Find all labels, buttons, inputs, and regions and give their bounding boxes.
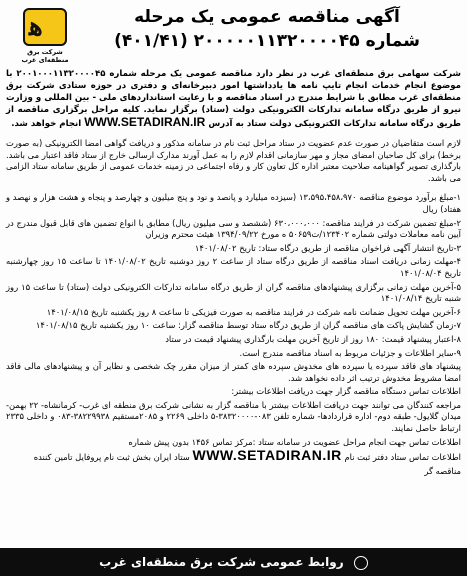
notice-header: [0, 0, 467, 66]
item-3: ۳-تاریخ انتشار آگهی فراخوان مناقصه از طریق درگاه ستاد: تاریخ ۱۴۰۱/۰۸/۰۲: [194, 242, 461, 253]
item-6: ۶-آخرین مهلت تحویل ضمانت نامه شرکت در فرایند مناقصه به صورت فیزیکی تا ساعت ۸ روز یکشنبه تاریخ ۱۴۰۱/۰۸/۱۵: [46, 306, 461, 317]
setad-link[interactable]: WWW.SETADIRAN.IR: [84, 115, 206, 129]
logo-caption: شرکت برق منطقه‌ای غرب: [21, 48, 69, 64]
intro-end: انجام خواهد شد.: [11, 119, 82, 129]
item-5: ۵-آخرین مهلت زمانی برگزاری پیشنهادهای مناقصه گران از طریق درگاه سامانه تدارکات الکترونیکی دولت (ستاد) تا ساعت ۱۵ روز شنبه تاریخ ۱۴۰۱/۰۸/۱۴: [6, 281, 461, 304]
footer-text: روابط عمومی شرکت برق منطقه‌ای غرب: [99, 555, 344, 569]
registration-paragraph: لازم است متقاضیان در صورت عدم عضویت در ستاد مراحل ثبت نام در سامانه مذکور و دریافت گواهی امضا الکترونیکی (به صورت برخط) برای کل صاحبان امضای مجاز و مهر سازمانی اقدام لازم را به عمل آورند مدارک ارسالی خارج از ستاد فاقد اعتبار می باشد. بارگذاری تصویر گواهینامه صلاحیت معتبر اداره کل تعاون کار و رفاه اجتماعی در زمینه خدمات عمومی از طریق سامانه ستاد الزامی می باشد.: [6, 138, 461, 183]
item-7: ۷-زمان گشایش پاکت های مناقصه گران از طریق درگاه ستاد توسط مناقصه گزار: ساعت ۱۰ روز یکشنبه تاریخ ۱۴۰۱/۰۸/۱۵: [35, 320, 461, 331]
item-4: ۴-مهلت زمانی دریافت اسناد مناقصه از طریق درگاه ستاد از ساعت ۲ روز دوشنبه تاریخ ۱۴۰۱/۰۸/۰۲ تا ساعت ۱۵ روز چهارشنبه تاریخ ۱۴۰۱/۰۸/۰۴: [6, 256, 461, 278]
notice-body: [6, 68, 461, 479]
contact-paragraph: مراجعه کنندگان می توانند جهت دریافت اطلاعات بیشتر با مناقصه گزار به نشانی شرکت برق منطقه ای غرب- کرمانشاه- ۲۲ بهمن- میدان گلایول- طبقه دوم- اداره قراردادها- شماره تلفن ۰۸۳-۳۸۳۲۰۰۰۰-۵ داخلی ۲۲۶۹ و ۲۰۸۵مستقیم ۳۸۲۲۹۹۳۸-۰۸۳ و داخلی ۲۳۳۵ ارتباط حاصل نمایند.: [6, 399, 461, 434]
setad-office: [6, 447, 461, 464]
item-1: ۱-مبلغ برآورد موضوع مناقصه ۱۳،۵۹۵،۴۵۸،۹۷۰ (سیزده میلیارد و پانصد و نود و پنج میلیون و چهارصد و پنجاه و هشت هزار و نهصد و هفتاد) ریال: [6, 192, 461, 214]
contact-heading: اطلاعات تماس دستگاه مناقصه گزار جهت دریافت اطلاعات بیشتر:: [231, 386, 461, 397]
company-logo: [14, 8, 76, 64]
setad-office-end: ستاد ایران بخش ثبت نام پروفایل تامین کننده: [33, 452, 190, 463]
tender-number: شماره ۲۰۰۰۰۰۱۱۳۲۰۰۰۰۴۵ (۴۰۱/۴۱): [114, 31, 420, 51]
setad-office-text: اطلاعات تماس ستاد دفتر ثبت نام: [344, 452, 461, 463]
bidder-line: مناقصه گر: [424, 465, 461, 476]
item-8: ۸-اعتبار پیشنهاد قیمت: ۱۸۰ روز از تاریخ آخرین مهلت بارگذاری پیشنهاد قیمت در ستاد: [165, 333, 461, 344]
intro-text: شرکت سهامی برق منطقه‌ای غرب در نظر دارد مناقصه عمومی یک مرحله شماره ۲۰۰۱۰۰۰۱۱۳۲۰۰۰۰۴۵ با موضوع انجام خدمات انجام تایپ نامه ها یادداشتها امور دبیرخانه‌ای و دفتری در حوزه ستادی شرکت برق منطقه‌ای غرب مطابق با شرایط مندرج در اسناد مناقصه و با رعایت استانداردهای ملی - بین المللی و وزارت نیرو از طریق درگاه سامانه تدارکات الکترونیکی دولت (ستاد) برگزار نماید. کلیه مراحل برگزاری مناقصه از طریق درگاه سامانه تدارکات الکترونیکی دولت ستاد به آدرس: [6, 69, 461, 129]
item-2: ۲-مبلغ تضمین شرکت در فرایند مناقصه: ۶۳۰،۰۰۰،۰۰۰ (ششصد و سی میلیون ریال) مطابق با انواع تضمین های قابل قبول مندرج در آیین نامه معاملات دولتی شماره ۱۲۳۴۰۲/ت۵۰۶۵۹ ه مورخ ۱۳۹۴/۰۹/۲۲ هیئت محترم وزیران: [6, 217, 461, 240]
setad-contact: اطلاعات تماس جهت انجام مراحل عضویت در سامانه ستاد :مرکز تماس ۱۴۵۶ بدون پیش شماره: [128, 436, 461, 447]
notice-title: آگهی مناقصه عمومی یک مرحله: [134, 7, 400, 27]
setad-website[interactable]: WWW.SETADIRAN.IR: [192, 447, 342, 464]
intro-paragraph: [6, 68, 461, 130]
public-relations-footer: [0, 548, 467, 576]
company-emblem-icon: [354, 556, 368, 570]
item-9: ۹-سایر اطلاعات و جزئیات مربوط به اسناد مناقصه مندرج است.: [239, 347, 461, 358]
lightning-logo-icon: ﻫ: [23, 8, 67, 46]
deposit-paragraph: پیشنهاد های فاقد سپرده یا سپرده های مخدوش سپرده های کمتر از میزان مقرر چک شخصی و نظایر آن و پیشنهادهای مالی فاقد امضا مشروط مخدوش ترتیب اثر داده نخواهد شد.: [6, 361, 461, 383]
